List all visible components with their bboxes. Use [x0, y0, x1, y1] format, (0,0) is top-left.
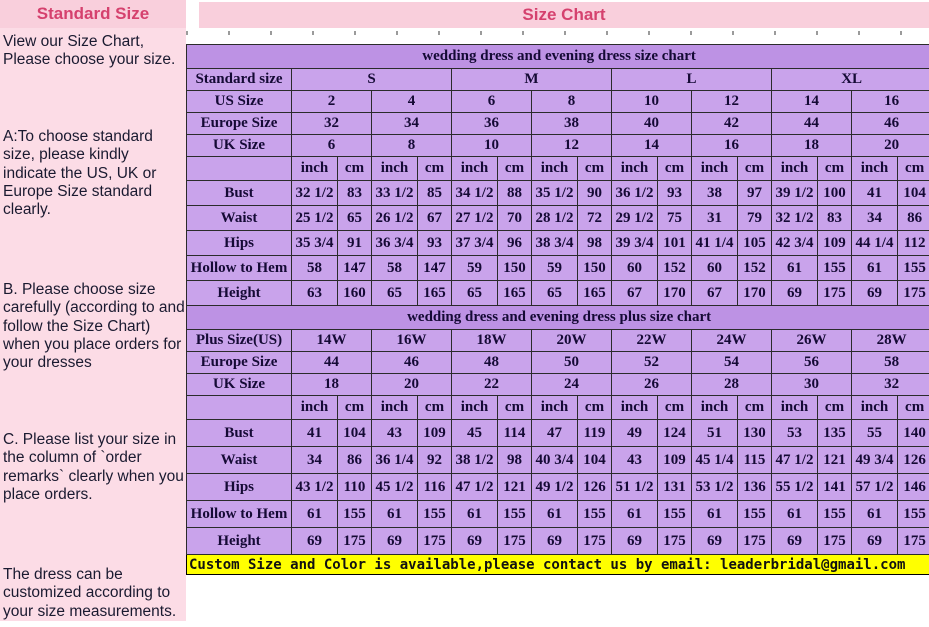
- measure-cell: 150: [498, 256, 532, 281]
- measure-cell: 47 1/2: [772, 447, 818, 474]
- unit-cell: inch: [772, 396, 818, 420]
- unit-cell: inch: [372, 157, 418, 181]
- size-cell: 40: [612, 113, 692, 135]
- unit-cell: cm: [738, 157, 772, 181]
- measure-cell: 126: [898, 447, 929, 474]
- size-cell: 32: [852, 374, 929, 396]
- table-title: wedding dress and evening dress plus size chart: [187, 306, 929, 330]
- measure-cell: 155: [898, 256, 929, 281]
- measure-cell: 25 1/2: [292, 206, 338, 231]
- table-row: [187, 447, 929, 474]
- measure-cell: 28 1/2: [532, 206, 578, 231]
- measure-cell: 100: [818, 181, 852, 206]
- measure-cell: 69: [452, 528, 498, 555]
- measure-cell: 109: [818, 231, 852, 256]
- table-row: [187, 396, 929, 420]
- measure-cell: 105: [738, 231, 772, 256]
- measure-cell: 155: [898, 501, 929, 528]
- table-row: [187, 181, 929, 206]
- measure-cell: 41 1/4: [692, 231, 738, 256]
- table-row: [187, 91, 929, 113]
- size-cell: 2: [292, 91, 372, 113]
- unit-cell: inch: [452, 396, 498, 420]
- measure-cell: 114: [498, 420, 532, 447]
- measure-cell: 61: [612, 501, 658, 528]
- measure-cell: 130: [738, 420, 772, 447]
- row-label: UK Size: [187, 135, 292, 157]
- measure-cell: 49 3/4: [852, 447, 898, 474]
- measure-cell: 147: [338, 256, 372, 281]
- measure-cell: 88: [498, 181, 532, 206]
- unit-cell: inch: [772, 157, 818, 181]
- sidebar: [0, 0, 186, 621]
- row-label: Hips: [187, 474, 292, 501]
- unit-cell: inch: [372, 396, 418, 420]
- measure-cell: 55: [852, 420, 898, 447]
- measure-cell: 175: [338, 528, 372, 555]
- size-cell: 18: [292, 374, 372, 396]
- unit-cell: cm: [498, 396, 532, 420]
- unit-cell: inch: [292, 157, 338, 181]
- size-cell: 18: [772, 135, 852, 157]
- measure-cell: 29 1/2: [612, 206, 658, 231]
- measure-cell: 170: [658, 281, 692, 306]
- size-cell: 46: [852, 113, 929, 135]
- measure-cell: 59: [532, 256, 578, 281]
- unit-cell: inch: [852, 157, 898, 181]
- measure-cell: 39 3/4: [612, 231, 658, 256]
- measure-cell: 93: [418, 231, 452, 256]
- measure-cell: 31: [692, 206, 738, 231]
- sidebar-note-a: A:To choose standard size, please kindly indicate the US, UK or Europe Size standard clearly.: [3, 128, 157, 219]
- measure-cell: 175: [658, 528, 692, 555]
- measure-cell: 155: [738, 501, 772, 528]
- measure-cell: 61: [852, 256, 898, 281]
- unit-cell: inch: [612, 396, 658, 420]
- unit-cell: inch: [692, 396, 738, 420]
- size-cell: 36: [452, 113, 532, 135]
- measure-cell: 109: [658, 447, 692, 474]
- group-cell: M: [452, 69, 612, 91]
- measure-cell: 110: [338, 474, 372, 501]
- unit-cell: cm: [658, 396, 692, 420]
- measure-cell: 65: [532, 281, 578, 306]
- measure-cell: 175: [818, 528, 852, 555]
- measure-cell: 37 3/4: [452, 231, 498, 256]
- measure-cell: 155: [818, 501, 852, 528]
- measure-cell: 38: [692, 181, 738, 206]
- measure-cell: 135: [818, 420, 852, 447]
- measure-cell: 83: [338, 181, 372, 206]
- size-cell: 34: [372, 113, 452, 135]
- measure-cell: 136: [738, 474, 772, 501]
- measure-cell: 69: [852, 281, 898, 306]
- measure-cell: 69: [372, 528, 418, 555]
- measure-cell: 61: [852, 501, 898, 528]
- measure-cell: 98: [578, 231, 612, 256]
- group-cell: XL: [772, 69, 929, 91]
- measure-cell: 109: [418, 420, 452, 447]
- size-cell: 42: [692, 113, 772, 135]
- measure-cell: 61: [772, 256, 818, 281]
- measure-cell: 155: [578, 501, 612, 528]
- measure-cell: 126: [578, 474, 612, 501]
- measure-cell: 175: [498, 528, 532, 555]
- size-chart-body: [187, 45, 929, 575]
- measure-cell: 35 3/4: [292, 231, 338, 256]
- table-row: [187, 474, 929, 501]
- measure-cell: 152: [738, 256, 772, 281]
- size-cell: 26W: [772, 330, 852, 352]
- measure-cell: 65: [452, 281, 498, 306]
- custom-size-notice: Custom Size and Color is available,please contact us by email: leaderbridal@gmail.com: [187, 555, 929, 575]
- measure-cell: 140: [898, 420, 929, 447]
- table-row: [187, 306, 929, 330]
- measure-cell: 38 1/2: [452, 447, 498, 474]
- measure-cell: 170: [738, 281, 772, 306]
- measure-cell: 104: [578, 447, 612, 474]
- unit-cell: cm: [338, 157, 372, 181]
- row-label: Bust: [187, 181, 292, 206]
- table-row: [187, 555, 929, 575]
- unit-cell: cm: [578, 157, 612, 181]
- unit-cell: inch: [292, 396, 338, 420]
- measure-cell: 63: [292, 281, 338, 306]
- measure-cell: 36 1/4: [372, 447, 418, 474]
- measure-cell: 36 3/4: [372, 231, 418, 256]
- measure-cell: 175: [818, 281, 852, 306]
- size-cell: 22W: [612, 330, 692, 352]
- row-label: Europe Size: [187, 113, 292, 135]
- table-row: [187, 113, 929, 135]
- size-cell: 30: [772, 374, 852, 396]
- measure-cell: 104: [898, 181, 929, 206]
- measure-cell: 72: [578, 206, 612, 231]
- row-label: Height: [187, 281, 292, 306]
- measure-cell: 155: [418, 501, 452, 528]
- measure-cell: 155: [498, 501, 532, 528]
- measure-cell: 160: [338, 281, 372, 306]
- measure-cell: 175: [898, 528, 929, 555]
- unit-cell: inch: [532, 157, 578, 181]
- size-cell: 28: [692, 374, 772, 396]
- group-cell: L: [612, 69, 772, 91]
- measure-cell: 38 3/4: [532, 231, 578, 256]
- sidebar-note-view: View our Size Chart, Please choose your size.: [3, 33, 176, 69]
- measure-cell: 44 1/4: [852, 231, 898, 256]
- measure-cell: 53: [772, 420, 818, 447]
- size-cell: 56: [772, 352, 852, 374]
- measure-cell: 43: [612, 447, 658, 474]
- table-row: [187, 330, 929, 352]
- size-cell: 20: [852, 135, 929, 157]
- size-cell: 58: [852, 352, 929, 374]
- measure-cell: 67: [612, 281, 658, 306]
- size-cell: 14W: [292, 330, 372, 352]
- unit-cell: inch: [452, 157, 498, 181]
- unit-cell: cm: [418, 396, 452, 420]
- measure-cell: 69: [772, 281, 818, 306]
- measure-cell: 69: [612, 528, 658, 555]
- measure-cell: 104: [338, 420, 372, 447]
- table-row: [187, 352, 929, 374]
- size-cell: 10: [612, 91, 692, 113]
- measure-cell: 116: [418, 474, 452, 501]
- size-cell: 6: [452, 91, 532, 113]
- measure-cell: 155: [338, 501, 372, 528]
- sidebar-note-c: C. Please list your size in the column of `order remarks` clearly when you place orders.: [3, 431, 184, 503]
- row-label: US Size: [187, 91, 292, 113]
- row-label: Plus Size(US): [187, 330, 292, 352]
- measure-cell: 26 1/2: [372, 206, 418, 231]
- size-cell: 44: [772, 113, 852, 135]
- measure-cell: 67: [418, 206, 452, 231]
- row-label: Hollow to Hem: [187, 501, 292, 528]
- measure-cell: 150: [578, 256, 612, 281]
- measure-cell: 175: [418, 528, 452, 555]
- measure-cell: 121: [498, 474, 532, 501]
- unit-cell: inch: [532, 396, 578, 420]
- measure-cell: 45 1/4: [692, 447, 738, 474]
- measure-cell: 34 1/2: [452, 181, 498, 206]
- measure-cell: 34: [852, 206, 898, 231]
- measure-cell: 59: [452, 256, 498, 281]
- unit-cell: inch: [852, 396, 898, 420]
- row-label: Hollow to Hem: [187, 256, 292, 281]
- measure-cell: 124: [658, 420, 692, 447]
- measure-cell: 61: [452, 501, 498, 528]
- row-label: Waist: [187, 447, 292, 474]
- size-cell: 26: [612, 374, 692, 396]
- size-cell: 10: [452, 135, 532, 157]
- measure-cell: 42 3/4: [772, 231, 818, 256]
- table-row: [187, 528, 929, 555]
- unit-cell: cm: [898, 396, 929, 420]
- measure-cell: 41: [292, 420, 338, 447]
- sidebar-note-b: B. Please choose size carefully (according to and follow the Size Chart) when you place orders for your dresses: [3, 281, 185, 372]
- size-cell: 24: [532, 374, 612, 396]
- measure-cell: 65: [338, 206, 372, 231]
- measure-cell: 55 1/2: [772, 474, 818, 501]
- measure-cell: 53 1/2: [692, 474, 738, 501]
- size-cell: 38: [532, 113, 612, 135]
- size-cell: 48: [452, 352, 532, 374]
- size-cell: 20: [372, 374, 452, 396]
- measure-cell: 61: [292, 501, 338, 528]
- size-cell: 12: [692, 91, 772, 113]
- measure-cell: 97: [738, 181, 772, 206]
- size-cell: 14: [612, 135, 692, 157]
- measure-cell: 34: [292, 447, 338, 474]
- size-cell: 8: [372, 135, 452, 157]
- measure-cell: 47: [532, 420, 578, 447]
- row-label: [187, 157, 292, 181]
- row-label: UK Size: [187, 374, 292, 396]
- measure-cell: 69: [292, 528, 338, 555]
- measure-cell: 33 1/2: [372, 181, 418, 206]
- size-cell: 22: [452, 374, 532, 396]
- unit-cell: cm: [738, 396, 772, 420]
- page-title: Size Chart: [199, 2, 929, 28]
- row-label: Bust: [187, 420, 292, 447]
- size-cell: 46: [372, 352, 452, 374]
- unit-cell: cm: [898, 157, 929, 181]
- table-title: wedding dress and evening dress size chart: [187, 45, 929, 69]
- table-row: [187, 420, 929, 447]
- size-cell: 50: [532, 352, 612, 374]
- row-label: Standard size: [187, 69, 292, 91]
- measure-cell: 61: [692, 501, 738, 528]
- measure-cell: 175: [738, 528, 772, 555]
- size-cell: 16: [692, 135, 772, 157]
- measure-cell: 155: [658, 501, 692, 528]
- size-chart-table: [186, 44, 929, 575]
- measure-cell: 49: [612, 420, 658, 447]
- row-label: Height: [187, 528, 292, 555]
- measure-cell: 86: [898, 206, 929, 231]
- unit-cell: cm: [818, 396, 852, 420]
- size-cell: 6: [292, 135, 372, 157]
- measure-cell: 131: [658, 474, 692, 501]
- size-cell: 20W: [532, 330, 612, 352]
- row-label: [187, 396, 292, 420]
- size-cell: 12: [532, 135, 612, 157]
- row-label: Hips: [187, 231, 292, 256]
- measure-cell: 69: [692, 528, 738, 555]
- measure-cell: 60: [612, 256, 658, 281]
- measure-cell: 141: [818, 474, 852, 501]
- measure-cell: 69: [532, 528, 578, 555]
- table-row: [187, 374, 929, 396]
- table-row: [187, 45, 929, 69]
- measure-cell: 98: [498, 447, 532, 474]
- size-cell: 54: [692, 352, 772, 374]
- ruler-ticks: [186, 31, 929, 35]
- unit-cell: cm: [818, 157, 852, 181]
- measure-cell: 35 1/2: [532, 181, 578, 206]
- measure-cell: 57 1/2: [852, 474, 898, 501]
- size-cell: 32: [292, 113, 372, 135]
- sidebar-title: Standard Size: [0, 0, 186, 28]
- table-row: [187, 501, 929, 528]
- measure-cell: 165: [578, 281, 612, 306]
- unit-cell: inch: [612, 157, 658, 181]
- measure-cell: 86: [338, 447, 372, 474]
- unit-cell: cm: [338, 396, 372, 420]
- measure-cell: 40 3/4: [532, 447, 578, 474]
- measure-cell: 45: [452, 420, 498, 447]
- size-cell: 4: [372, 91, 452, 113]
- unit-cell: cm: [578, 396, 612, 420]
- measure-cell: 69: [772, 528, 818, 555]
- measure-cell: 58: [372, 256, 418, 281]
- measure-cell: 112: [898, 231, 929, 256]
- measure-cell: 155: [818, 256, 852, 281]
- table-row: [187, 135, 929, 157]
- measure-cell: 61: [372, 501, 418, 528]
- unit-cell: cm: [418, 157, 452, 181]
- measure-cell: 119: [578, 420, 612, 447]
- measure-cell: 51: [692, 420, 738, 447]
- size-cell: 28W: [852, 330, 929, 352]
- measure-cell: 32 1/2: [292, 181, 338, 206]
- measure-cell: 67: [692, 281, 738, 306]
- measure-cell: 165: [498, 281, 532, 306]
- table-row: [187, 206, 929, 231]
- table-row: [187, 256, 929, 281]
- table-row: [187, 69, 929, 91]
- row-label: Waist: [187, 206, 292, 231]
- row-label: Europe Size: [187, 352, 292, 374]
- measure-cell: 41: [852, 181, 898, 206]
- measure-cell: 79: [738, 206, 772, 231]
- measure-cell: 121: [818, 447, 852, 474]
- measure-cell: 58: [292, 256, 338, 281]
- size-cell: 44: [292, 352, 372, 374]
- measure-cell: 115: [738, 447, 772, 474]
- unit-cell: cm: [498, 157, 532, 181]
- measure-cell: 101: [658, 231, 692, 256]
- measure-cell: 146: [898, 474, 929, 501]
- measure-cell: 65: [372, 281, 418, 306]
- measure-cell: 96: [498, 231, 532, 256]
- measure-cell: 83: [818, 206, 852, 231]
- measure-cell: 45 1/2: [372, 474, 418, 501]
- unit-cell: inch: [692, 157, 738, 181]
- table-row: [187, 157, 929, 181]
- measure-cell: 70: [498, 206, 532, 231]
- size-cell: 52: [612, 352, 692, 374]
- measure-cell: 75: [658, 206, 692, 231]
- measure-cell: 49 1/2: [532, 474, 578, 501]
- measure-cell: 27 1/2: [452, 206, 498, 231]
- measure-cell: 175: [578, 528, 612, 555]
- measure-cell: 175: [898, 281, 929, 306]
- measure-cell: 61: [532, 501, 578, 528]
- table-row: [187, 231, 929, 256]
- size-cell: 16: [852, 91, 929, 113]
- measure-cell: 47 1/2: [452, 474, 498, 501]
- measure-cell: 147: [418, 256, 452, 281]
- measure-cell: 32 1/2: [772, 206, 818, 231]
- size-cell: 14: [772, 91, 852, 113]
- group-cell: S: [292, 69, 452, 91]
- size-cell: 18W: [452, 330, 532, 352]
- measure-cell: 69: [852, 528, 898, 555]
- sidebar-note-custom: The dress can be customized according to your size measurements.: [3, 566, 177, 620]
- measure-cell: 165: [418, 281, 452, 306]
- measure-cell: 91: [338, 231, 372, 256]
- measure-cell: 60: [692, 256, 738, 281]
- measure-cell: 43 1/2: [292, 474, 338, 501]
- measure-cell: 93: [658, 181, 692, 206]
- size-cell: 16W: [372, 330, 452, 352]
- table-row: [187, 281, 929, 306]
- measure-cell: 85: [418, 181, 452, 206]
- measure-cell: 90: [578, 181, 612, 206]
- measure-cell: 152: [658, 256, 692, 281]
- measure-cell: 51 1/2: [612, 474, 658, 501]
- unit-cell: cm: [658, 157, 692, 181]
- size-cell: 8: [532, 91, 612, 113]
- measure-cell: 43: [372, 420, 418, 447]
- measure-cell: 39 1/2: [772, 181, 818, 206]
- measure-cell: 61: [772, 501, 818, 528]
- size-cell: 24W: [692, 330, 772, 352]
- measure-cell: 36 1/2: [612, 181, 658, 206]
- measure-cell: 92: [418, 447, 452, 474]
